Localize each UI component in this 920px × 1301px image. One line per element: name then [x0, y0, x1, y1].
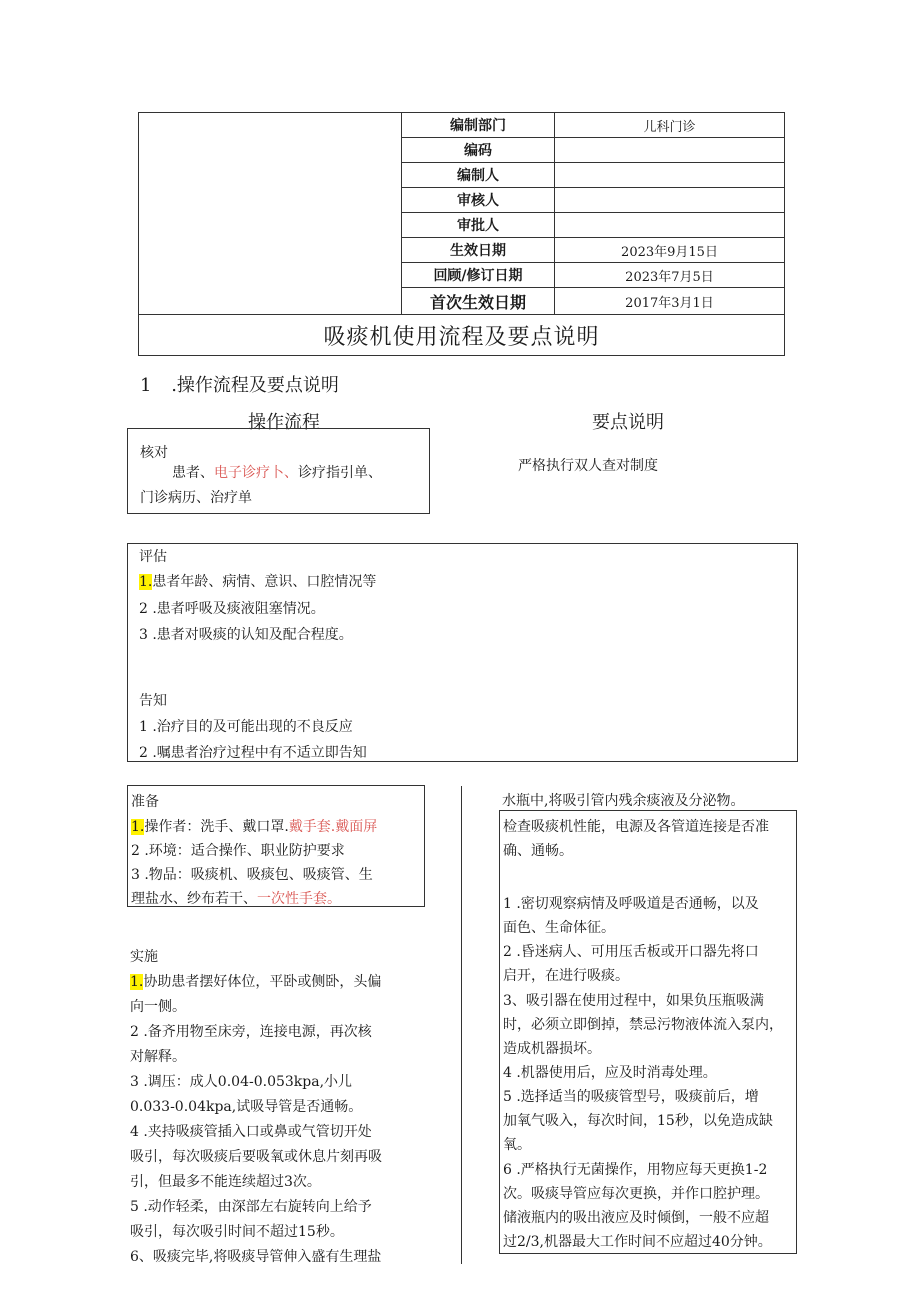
prepare-box [127, 785, 425, 907]
label-effective-date: 生效日期 [402, 238, 555, 263]
verify-line-1 [172, 462, 382, 482]
value-review-date: 2023年7月5日 [555, 263, 785, 288]
prepare-item-1-a: 操作者：洗手、戴口罩. [144, 819, 289, 835]
assess-item-1 [139, 571, 376, 591]
notes-line-18: 过2/3,机器最大工作时间不应超过40分钟。 [503, 1234, 772, 1250]
implement-line-10: 5 .动作轻柔，由深部左右旋转向上给予 [130, 1199, 372, 1215]
notes-line-16: 次。吸痰导管应每次更换，并作口腔护理。 [503, 1186, 769, 1202]
value-approver [555, 213, 785, 238]
implement-line-12: 6、吸痰完毕,将吸痰导管伸入盛有生理盐 [130, 1249, 382, 1265]
notes-line-5: 面色、生命体征。 [503, 920, 615, 936]
implement-line-5: 3 .调压：成人0.04-0.053kpa,小儿 [130, 1074, 353, 1090]
implement-line-2: 向一侧。 [130, 999, 186, 1015]
verify-title: 核对 [140, 445, 168, 461]
verify-text-b: 电子诊疗卜、 [214, 465, 298, 481]
notes-line-17: 储液瓶内的吸出液应及时倾倒，一般不应超 [503, 1210, 769, 1226]
implement-line-6: 0.033-0.04kpa,试吸导管是否通畅。 [130, 1099, 363, 1115]
label-dept: 编制部门 [402, 113, 555, 138]
inform-item-1: 1 .治疗目的及可能出现的不良反应 [139, 719, 353, 735]
assess-item-2: 2 .患者呼吸及痰液阻塞情况。 [139, 601, 325, 617]
implement-line-4: 对解释。 [130, 1049, 186, 1065]
section-title: .操作流程及要点说明 [171, 375, 339, 396]
verify-note: 严格执行双人查对制度 [518, 458, 658, 474]
section-heading [140, 371, 339, 397]
notes-line-6: 2 .昏迷病人、可用压舌板或开口器先将口 [503, 944, 759, 960]
verify-text-a: 患者、 [172, 465, 214, 481]
column-heading-notes: 要点说明 [592, 412, 664, 433]
implement-title: 实施 [130, 949, 158, 965]
implement-line-1 [130, 971, 381, 991]
assess-item-1-num: 1. [139, 574, 153, 590]
notes-line-15: 6 .严格执行无菌操作，用物应每天更换1-2 [503, 1162, 768, 1178]
implement-line-11: 吸引，每次吸引时间不超过15秒。 [130, 1224, 344, 1240]
notes-line-7: 启开，在进行吸痰。 [503, 968, 629, 984]
label-reviewer: 审核人 [402, 188, 555, 213]
inform-title: 告知 [139, 693, 167, 709]
value-first-effective-date: 2017年3月1日 [555, 288, 785, 315]
notes-line-14: 氧。 [503, 1137, 531, 1153]
value-effective-date: 2023年9月15日 [555, 238, 785, 263]
value-code [555, 138, 785, 163]
implement-line-3: 2 .备齐用物至床旁，连接电源，再次核 [130, 1024, 372, 1040]
notes-box [499, 810, 797, 1254]
prepare-title: 准备 [131, 794, 159, 810]
inform-item-2: 2 .嘱患者治疗过程中有不适立即告知 [139, 745, 367, 761]
prepare-item-3b-a: 理盐水、纱布若干、 [131, 891, 257, 907]
implement-line-9: 引，但最多不能连续超过3次。 [130, 1174, 321, 1190]
value-dept: 儿科门诊 [555, 113, 785, 138]
column-divider [461, 786, 462, 1264]
right-continuation: 水瓶中,将吸引管内残余痰液及分泌物。 [502, 793, 745, 809]
notes-line-10: 造成机器损坏。 [503, 1041, 601, 1057]
prepare-item-2: 2 .环境：适合操作、职业防护要求 [131, 843, 345, 859]
column-heading-flow: 操作流程 [248, 412, 320, 433]
prepare-item-1-num: 1. [131, 819, 145, 835]
notes-line-8: 3、吸引器在使用过程中，如果负压瓶吸满 [503, 993, 764, 1009]
assess-item-3: 3 .患者对吸痰的认知及配合程度。 [139, 627, 353, 643]
prepare-item-3b-b: 一次性手套。 [257, 891, 341, 907]
prepare-item-1-b: 戴手套.戴面屏 [288, 819, 378, 835]
notes-line-1: 检查吸痰机性能，电源及各管道连接是否准 [503, 819, 769, 835]
prepare-item-1 [131, 816, 377, 836]
label-approver: 审批人 [402, 213, 555, 238]
notes-line-2: 确、通畅。 [503, 843, 573, 859]
notes-line-13: 加氧气吸入，每次时间，15秒，以免造成缺 [503, 1113, 773, 1129]
document-title: 吸痰机使用流程及要点说明 [139, 315, 785, 356]
label-review-date: 回顾/修订日期 [402, 263, 555, 288]
label-code: 编码 [402, 138, 555, 163]
verify-line-2: 门诊病历、治疗单 [140, 490, 252, 506]
implement-line-1-text: 协助患者摆好体位，平卧或侧卧，头偏 [143, 974, 382, 990]
implement-line-8: 吸引，每次吸痰后要吸氧或休息片刻再吸 [130, 1149, 382, 1165]
prepare-item-3: 3 .物品：吸痰机、吸痰包、吸痰管、生 [131, 867, 373, 883]
logo-cell [139, 113, 402, 315]
verify-box [127, 428, 430, 514]
notes-line-12: 5 .选择适当的吸痰管型号，吸痰前后，增 [503, 1089, 759, 1105]
header-table [138, 112, 785, 356]
implement-line-7: 4 .夹持吸痰管插入口或鼻或气管切开处 [130, 1124, 372, 1140]
assess-title: 评估 [139, 549, 167, 565]
section-number: 1 [140, 375, 152, 396]
notes-line-11: 4 .机器使用后，应及时消毒处理。 [503, 1065, 717, 1081]
implement-item-1-num: 1. [130, 974, 144, 990]
verify-text-c: 诊疗指引单、 [298, 465, 382, 481]
prepare-item-3b [131, 888, 341, 908]
notes-line-9: 时，必须立即倒掉，禁忌污物液体流入泵内， [503, 1017, 783, 1033]
assess-item-1-text: 患者年龄、病情、意识、口腔情况等 [152, 574, 377, 590]
value-author [555, 163, 785, 188]
label-first-effective-date: 首次生效日期 [402, 288, 555, 315]
notes-line-4: 1 .密切观察病情及呼吸道是否通畅，以及 [503, 896, 759, 912]
value-reviewer [555, 188, 785, 213]
assess-box [127, 543, 798, 762]
label-author: 编制人 [402, 163, 555, 188]
